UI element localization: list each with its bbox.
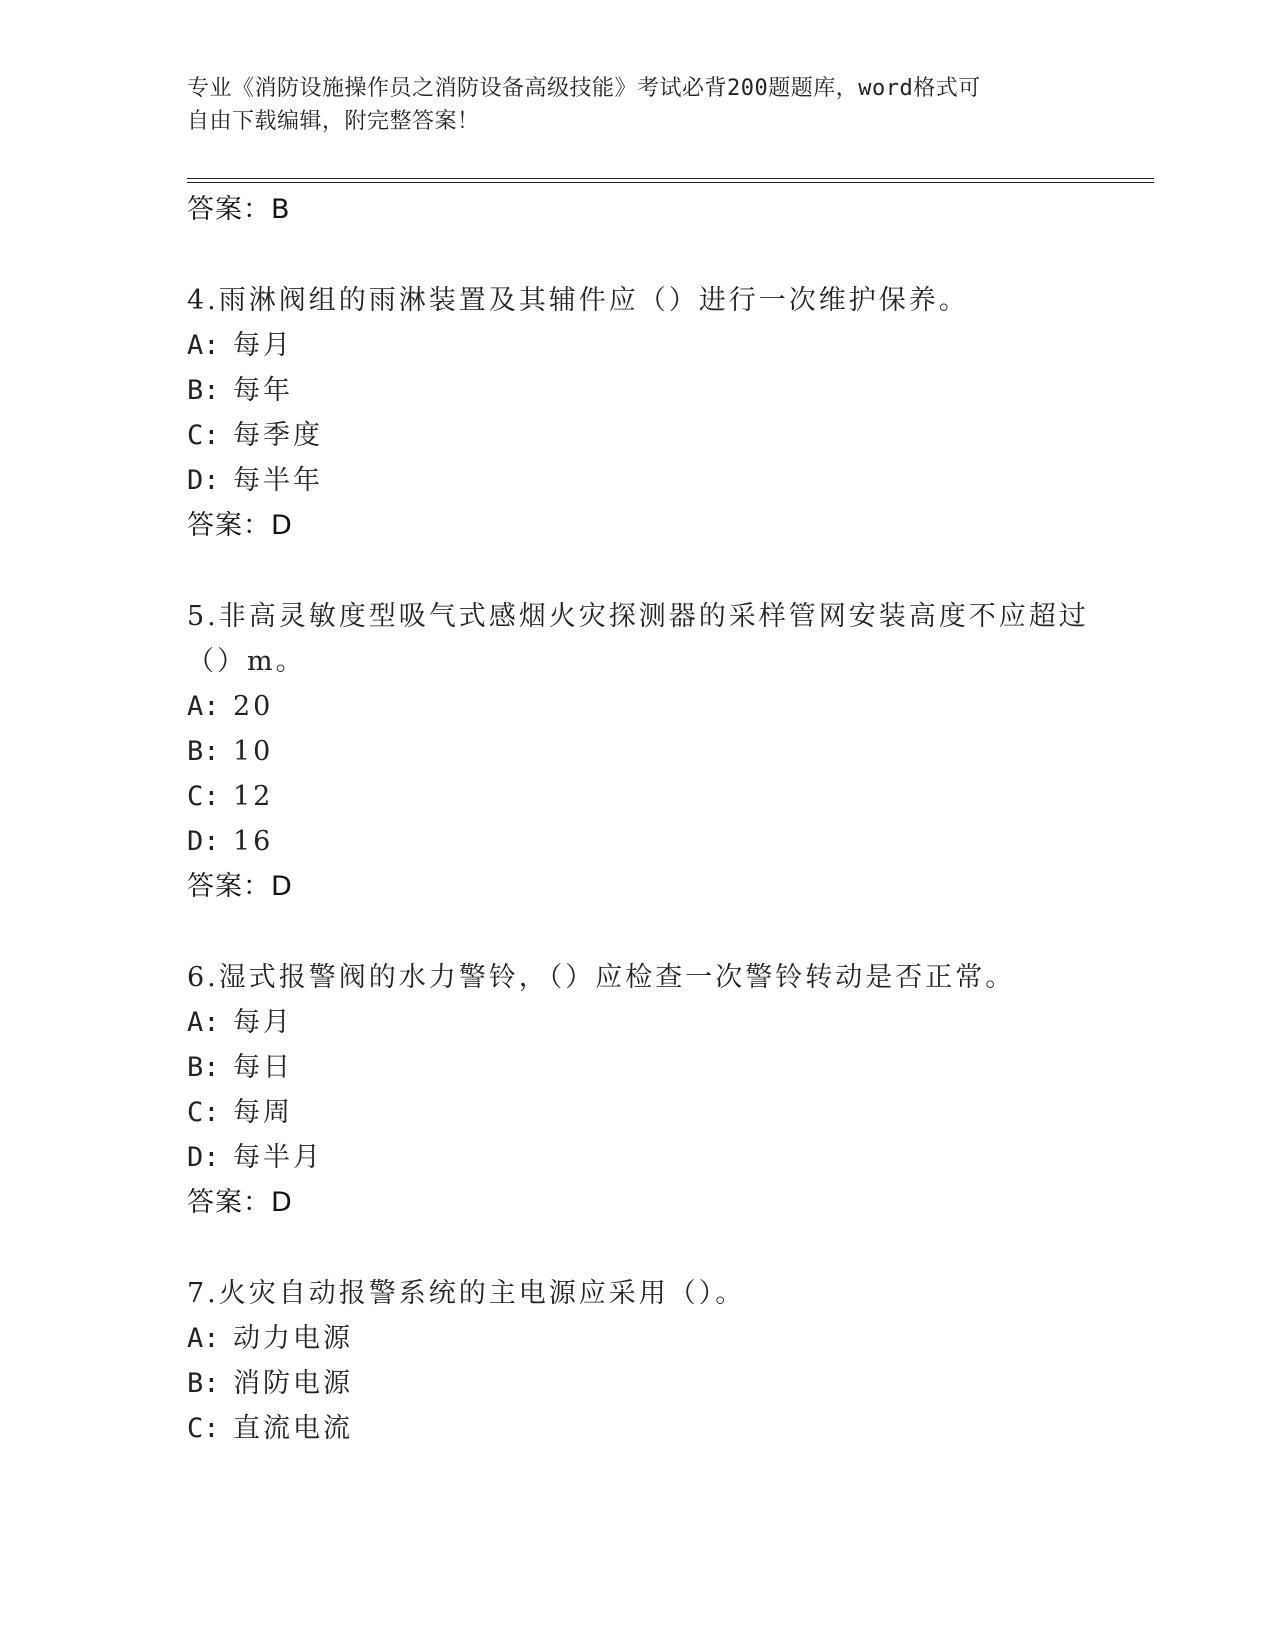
question-5-answer: 答案：D	[187, 871, 293, 902]
question-7-option-a: A: 动力电源	[187, 1323, 353, 1354]
question-6-option-a: A: 每月	[187, 1007, 293, 1038]
question-5-stem-line-1: 5.非高灵敏度型吸气式感烟火灾探测器的采样管网安装高度不应超过	[187, 601, 1089, 632]
question-6-option-d: D: 每半月	[187, 1142, 323, 1173]
question-7-stem: 7.火灾自动报警系统的主电源应采用（）。	[187, 1278, 746, 1309]
question-4-stem: 4.雨淋阀组的雨淋装置及其辅件应（）进行一次维护保养。	[187, 285, 969, 316]
question-6-option-c: C: 每周	[187, 1097, 293, 1128]
question-4-answer: 答案：D	[187, 510, 293, 541]
question-7-option-b: B: 消防电源	[187, 1368, 353, 1399]
header-divider	[187, 178, 1154, 183]
question-7-option-c: C: 直流电流	[187, 1413, 353, 1444]
question-5-option-b: B: 10	[187, 736, 274, 767]
question-5-option-c: C: 12	[187, 781, 274, 812]
question-4-option-b: B: 每年	[187, 375, 293, 406]
question-6-answer: 答案：D	[187, 1187, 293, 1218]
question-6-stem: 6.湿式报警阀的水力警铃，（）应检查一次警铃转动是否正常。	[187, 962, 1016, 993]
question-4-option-d: D: 每半年	[187, 465, 323, 496]
document-header	[187, 72, 1067, 138]
question-5-option-d: D: 16	[187, 826, 274, 857]
header-line-2: 自由下载编辑，附完整答案！	[187, 109, 480, 134]
question-4-option-a: A: 每月	[187, 330, 293, 361]
answer-prev: 答案：B	[187, 194, 291, 225]
question-4-option-c: C: 每季度	[187, 420, 323, 451]
header-line-1: 专业《消防设施操作员之消防设备高级技能》考试必背200题题库，word格式可	[187, 76, 981, 101]
question-5-stem-line-2: （）m。	[187, 646, 306, 677]
question-6-option-b: B: 每日	[187, 1052, 293, 1083]
question-5-option-a: A: 20	[187, 691, 274, 722]
